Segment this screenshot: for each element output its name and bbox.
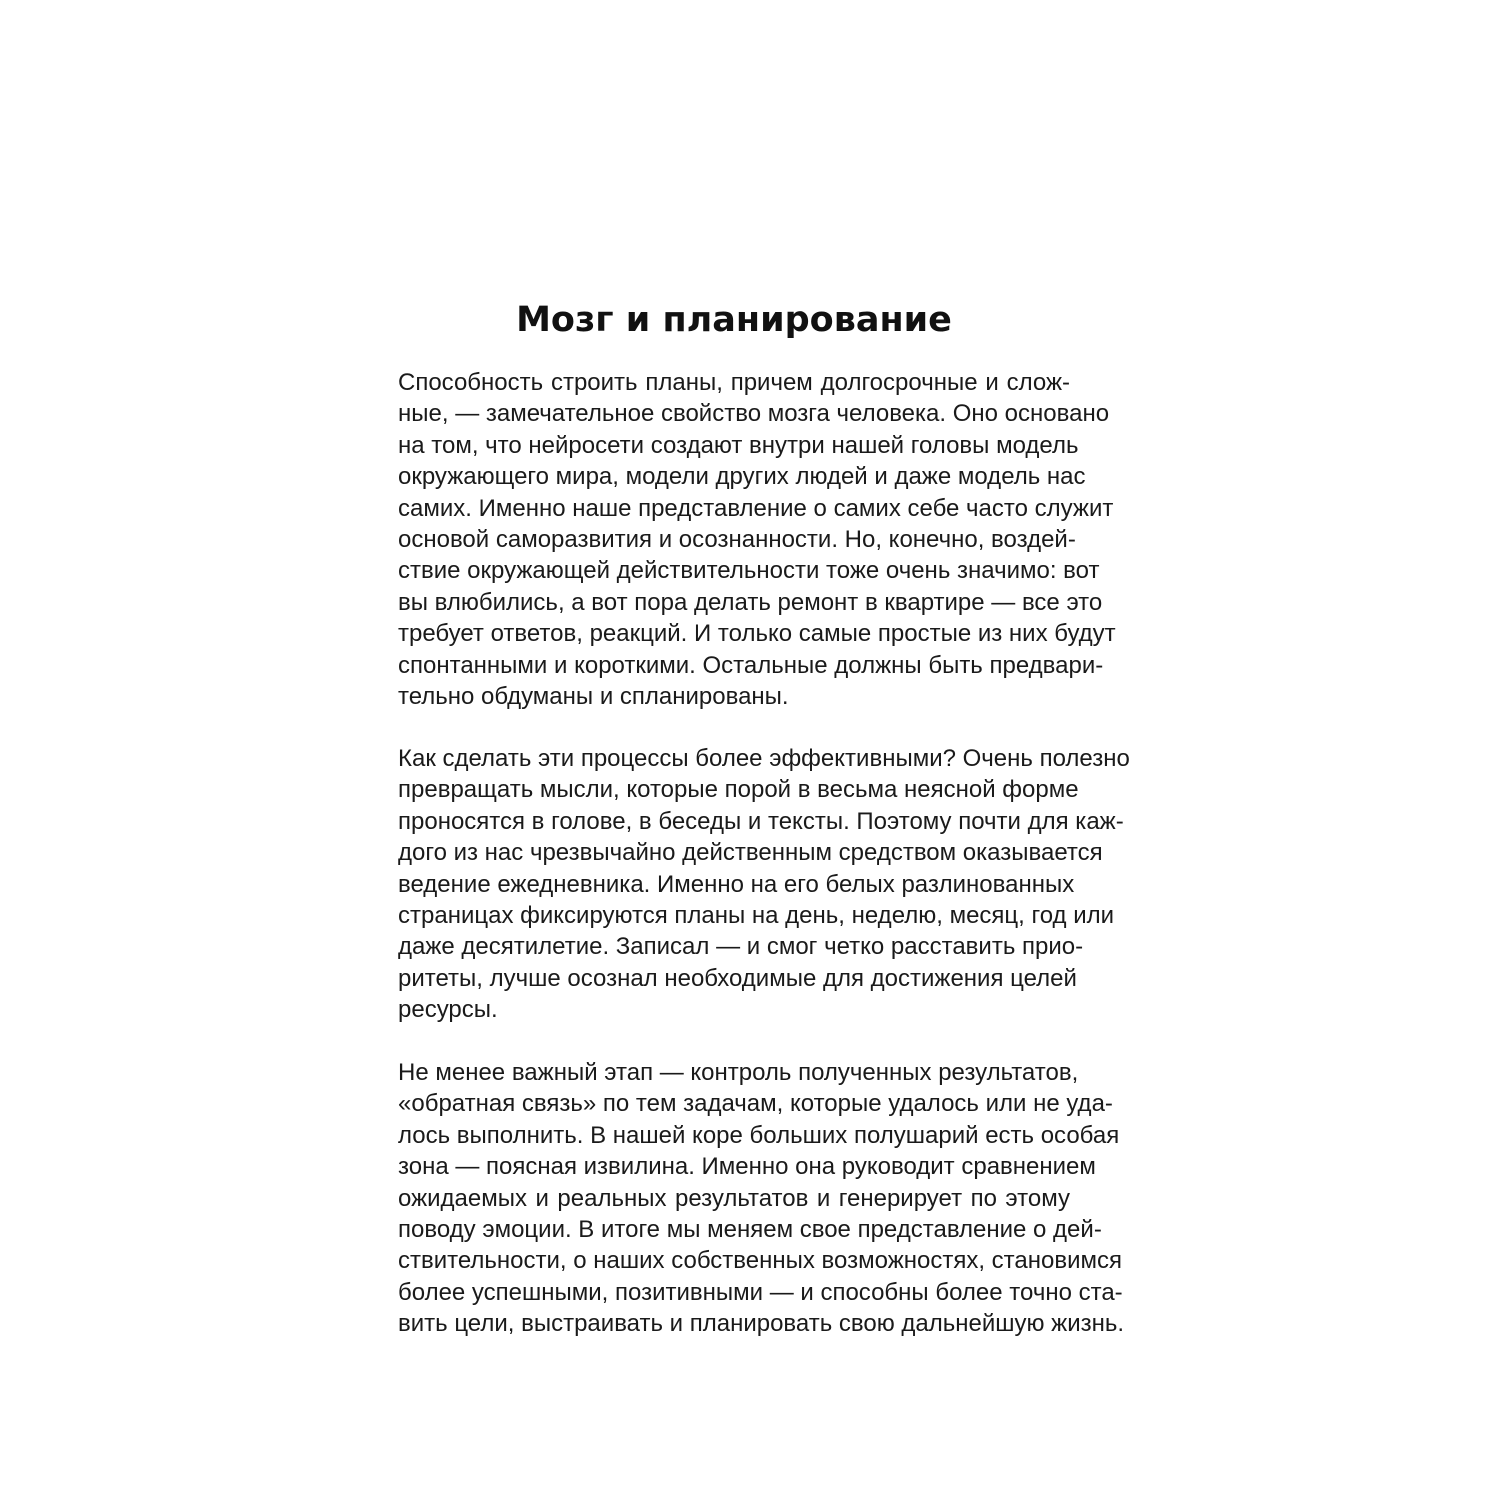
text-line: требует ответов, реакций. И только самые простые из них будут bbox=[398, 620, 1116, 648]
text-line: основой саморазвития и осознанности. Но, конечно, воздей- bbox=[398, 525, 1076, 553]
text-line: ствительности, о наших собственных возможностях, становимся bbox=[398, 1247, 1122, 1275]
text-line: поводу эмоции. В итоге мы меняем свое представление о дей- bbox=[398, 1215, 1102, 1243]
text-line: вы влюбились, а вот пора делать ремонт в квартире — все это bbox=[398, 588, 1103, 616]
text-line: страницах фиксируются планы на день, неделю, месяц, год или bbox=[398, 901, 1115, 929]
text-line: вить цели, выстраивать и планировать свою дальнейшую жизнь. bbox=[398, 1310, 1125, 1338]
text-line: окружающего мира, модели других людей и даже модель нас bbox=[398, 463, 1086, 491]
text-line: ожидаемых и реальных результатов и генерирует по этому bbox=[398, 1184, 1070, 1212]
paragraph-1 bbox=[398, 367, 1116, 712]
text-line: даже десятилетие. Записал — и смог четко расставить прио- bbox=[398, 933, 1084, 961]
text-line: спонтанными и короткими. Остальные должны быть предвари- bbox=[398, 651, 1104, 679]
text-line: зона — поясная извилина. Именно она руководит сравнением bbox=[398, 1153, 1096, 1181]
paragraph-3 bbox=[398, 1057, 1125, 1340]
text-line: Как сделать эти процессы более эффективными? Очень полезно bbox=[398, 745, 1130, 772]
text-line: Способность строить планы, причем долгосрочные и слож- bbox=[398, 369, 1070, 396]
text-line: самих. Именно наше представление о самих себе часто служит bbox=[398, 494, 1114, 522]
text-line: проносятся в голове, в беседы и тексты. Поэтому почти для каж- bbox=[398, 807, 1124, 835]
text-line: на том, что нейросети создают внутри нашей головы модель bbox=[398, 431, 1079, 459]
page-title: Мозг и планирование bbox=[516, 300, 952, 340]
text-line: ведение ежедневника. Именно на его белых разлинованных bbox=[398, 870, 1075, 898]
text-line: более успешными, позитивными — и способны более точно ста- bbox=[398, 1278, 1123, 1306]
text-line: ритеты, лучше осознал необходимые для достижения целей bbox=[398, 964, 1077, 992]
text-line: тельно обдуманы и спланированы. bbox=[398, 682, 789, 710]
paragraph-2 bbox=[398, 743, 1130, 1026]
text-line: дого из нас чрезвычайно действенным средством оказывается bbox=[398, 839, 1103, 867]
text-line: ресурсы. bbox=[398, 996, 498, 1024]
text-line: лось выполнить. В нашей коре больших полушарий есть особая bbox=[398, 1121, 1120, 1149]
text-line: ствие окружающей действительности тоже очень значимо: вот bbox=[398, 557, 1100, 585]
text-line: ные, — замечательное свойство мозга человека. Оно основано bbox=[398, 400, 1110, 428]
text-line: «обратная связь» по тем задачам, которые удалось или не уда- bbox=[398, 1090, 1113, 1118]
text-line: превращать мысли, которые порой в весьма неясной форме bbox=[398, 776, 1079, 804]
text-line: Не менее важный этап — контроль полученных результатов, bbox=[398, 1059, 1079, 1086]
